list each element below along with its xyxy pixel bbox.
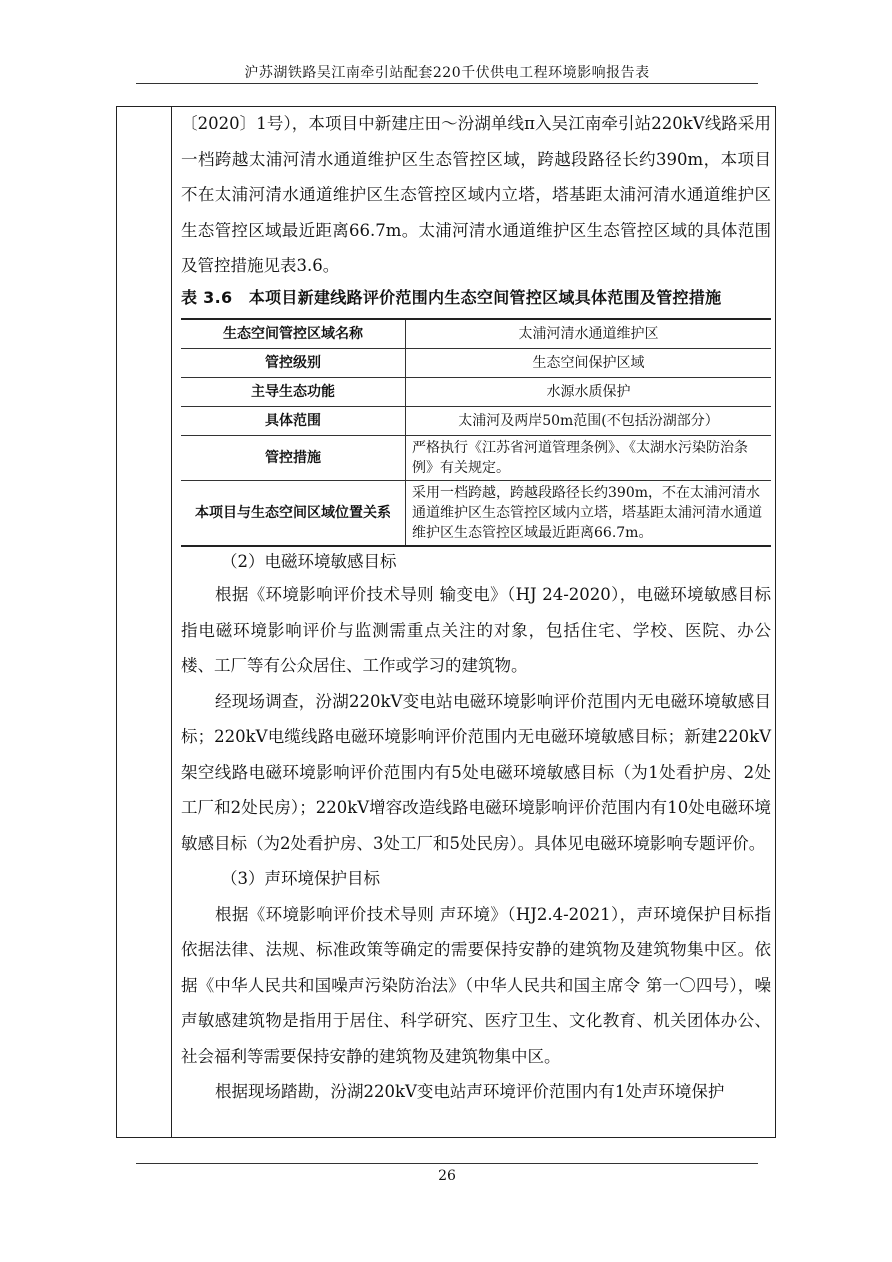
row-label: 生态空间管控区域名称 xyxy=(181,319,406,349)
table-row xyxy=(181,349,771,378)
row-value: 水源水质保护 xyxy=(406,378,772,407)
paragraph: 根据《环境影响评价技术导则 声环境》（HJ2.4-2021），声环境保护目标指依据法律、法规、标准政策等确定的需要保持安静的建筑物及建筑物集中区。依据《中华人民共和国噪声污染防治法》（中华人民共和国主席令 第一〇四号），噪声敏感建筑物是指用于居住、科学研究、医疗卫生、文化教育、机关团体办公、社会福利等需要保持安静的建筑物及建筑物集中区。 xyxy=(181,904,771,1066)
eco-control-table xyxy=(181,318,771,548)
paragraph: 经现场调查，汾湖220kV变电站电磁环境影响评价范围内无电磁环境敏感目标；220kV电缆线路电磁环境影响评价范围内无电磁环境敏感目标；新建220kV架空线路电磁环境影响评价范围内有5处电磁环境敏感目标（为1处看护房、2处工厂和2处民房）；220kV增容改造线路电磁环境影响评价范围内有10处电磁环境敏感目标（为2处看护房、3处工厂和5处民房）。具体见电磁环境影响专题评价。 xyxy=(181,691,771,853)
page-header-title: 沪苏湖铁路吴江南牵引站配套220千伏供电工程环境影响报告表 xyxy=(244,65,650,81)
table-row xyxy=(181,407,771,436)
row-value: 严格执行《江苏省河道管理条例》、《太湖水污染防治条例》有关规定。 xyxy=(406,436,772,481)
row-label: 主导生态功能 xyxy=(181,378,406,407)
table-row xyxy=(181,436,771,481)
page-number: 26 xyxy=(438,1168,456,1184)
section-heading-noise: （3）声环境保护目标 xyxy=(221,869,380,888)
row-label: 本项目与生态空间区域位置关系 xyxy=(181,481,406,547)
row-value: 生态空间保护区域 xyxy=(406,349,772,378)
row-label: 管控级别 xyxy=(181,349,406,378)
row-value: 采用一档跨越，跨越段路径长约390m，不在太浦河清水通道维护区生态管控区域内立塔，塔基距太浦河清水通道维护区生态管控区域最近距离66.7m。 xyxy=(406,481,772,547)
footer-rule xyxy=(136,1163,758,1164)
main-content xyxy=(181,106,771,1110)
table-row xyxy=(181,378,771,407)
row-label: 具体范围 xyxy=(181,407,406,436)
table-row xyxy=(181,319,771,349)
header-rule xyxy=(136,83,758,84)
paragraph: 根据现场踏勘，汾湖220kV变电站声环境评价范围内有1处声环境保护 xyxy=(215,1082,725,1101)
section-heading-em: （2）电磁环境敏感目标 xyxy=(221,552,397,571)
table-row xyxy=(181,481,771,547)
paragraph: 根据《环境影响评价技术导则 输变电》（HJ 24-2020），电磁环境敏感目标指电磁环境影响评价与监测需重点关注的对象，包括住宅、学校、医院、办公楼、工厂等有公众居住、工作或学习的建筑物。 xyxy=(181,585,771,675)
row-label: 管控措施 xyxy=(181,436,406,481)
frame-column-divider xyxy=(171,106,172,1138)
row-value: 太浦河清水通道维护区 xyxy=(406,319,772,349)
row-value: 太浦河及两岸50m范围(不包括汾湖部分） xyxy=(406,407,772,436)
table-caption: 表 3.6 本项目新建线路评价范围内生态空间管控区域具体范围及管控措施 xyxy=(181,287,722,307)
intro-paragraph: 〔2020〕1号），本项目中新建庄田～汾湖单线π入吴江南牵引站220kV线路采用一档跨越太浦河清水通道维护区生态管控区域，跨越段路径长约390m，本项目不在太浦河清水通道维护区生态管控区域内立塔，塔基距太浦河清水通道维护区生态管控区域最近距离66.7m。太浦河清水通道维护区生态管控区域的具体范围及管控措施见表3.6。 xyxy=(181,114,771,275)
